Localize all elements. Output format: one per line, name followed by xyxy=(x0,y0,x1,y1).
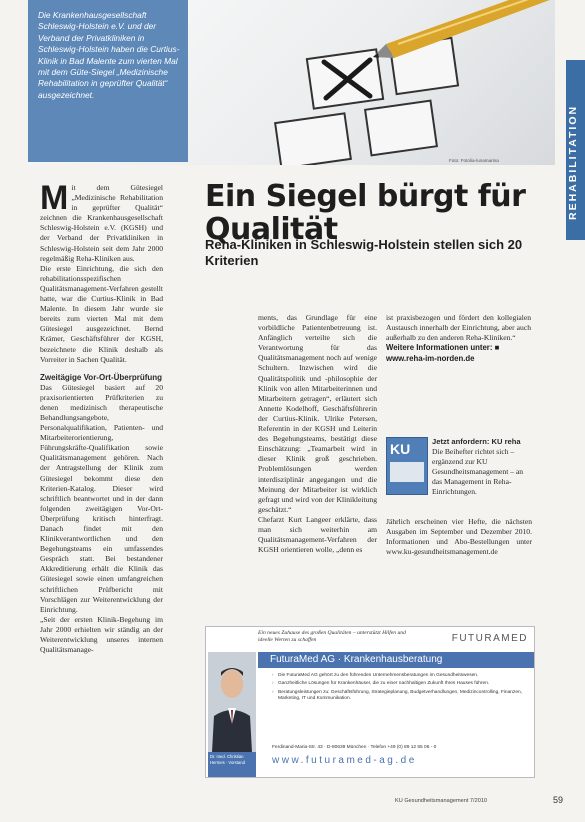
person-icon xyxy=(208,652,256,752)
subheading: Zweitägige Vor-Ort-Überprüfung xyxy=(40,372,163,382)
article-column-3 xyxy=(386,313,531,364)
ad-banner: FuturaMed AG · Krankenhausberatung xyxy=(258,652,534,668)
ku-box-description: Die Beihefter richtet sich – ergänzend zur KU Gesundheitsmanagement – an das Management in Reha-Einrichtungen. xyxy=(432,447,524,497)
section-tab xyxy=(566,60,585,240)
page-number: 59 xyxy=(553,795,564,805)
ad-bullet: › Beratungsleistungen zu: Geschäftsführung, Strategieplanung, Budgetverhandlungen, Medizincontrolling, Finanzen, Marketing, IT und Kommunikation. xyxy=(272,690,530,703)
intro-text: Die Krankenhausgesellschaft Schleswig-Holstein e.V. und der Verband der Privatkliniken in Schleswig-Holstein haben die Curtius-Klinik in Bad Malente zum vierten Mal mit dem Güte-Siegel „Medizinische Rehabilitation in geprüfter Qualität“ ausgezeichnet. xyxy=(38,10,180,100)
paragraph-3: Das Gütesiegel basiert auf 20 praxisorientierten Prüfkriterien zu denen medizinisch therapeutische Behandlungsangebote, Personalqualifikation, Patienten- und Mitarbeiterorientierung, Führungskräfte-Qualifikation sowie Qualitätsmanagement gehören. Nach der Antragstellung der Klinik zum Gütesiegel bekommt diese den Kriterien-Katalog. Dieser wird schriftlich beantwortet und in der dann folgenden zweitägigen Vor-Ort-Überprüfung kritisch hinterfragt. Danach findet mit den Klinikverantwortlichen und den Begehungsteams ein umfassendes Gespräch statt. Bei bestandener Akkreditierung erhält die Klinik das Gütesiegel sowie einen umfangreichen schriftlichen Prüfbericht mit Vorschlägen zur Weiterentwicklung der Einrichtung. xyxy=(40,382,163,614)
ad-bullet-list xyxy=(272,673,530,705)
intro-box xyxy=(28,0,188,162)
subheadline: Reha-Kliniken in Schleswig-Holstein stellen sich 20 Kriterien xyxy=(205,237,523,268)
ku-reha-cover xyxy=(386,437,428,495)
ad-photo-caption: Dr. med. Christian Hermes · Vorstand xyxy=(208,752,256,777)
ad-slogan: Ein neues Zuhause des großen Qualitäten – unterstützt Hilfen und ideelle Werten zu schaffen xyxy=(258,630,406,643)
article-column-1 xyxy=(40,179,163,655)
ku-logo: KU xyxy=(390,441,411,457)
ad-header xyxy=(206,627,534,651)
ad-portrait-photo xyxy=(208,652,256,752)
column-2-text: ments, das Grundlage für eine vorbildliche Patientenbetreuung ist. Anfänglich verteilte sich die Verantwortung für das Qualitätsmanagement noch auf wenige Schultern. Inzwischen wird die Qualitätspolitik und -philosophie der Klinik von allen Mitarbeiterinnen und Mitarbeitern getragen“, erläutert sich Annette Kodelhoff, Geschäftsführerin der Curtius-Klinik. Ulrike Petersen, Referentin in der KGSH und Leiterin des Begehungsteams, bestätigt diese Einschätzung: „Teamarbeit wird in dieser Klinik groß geschrieben. Problemlösungen werden interdisziplinär angegangen und die Meinung der Mitarbeiter ist wirklich gefragt und wird von der Klinikleitung geschätzt.“ xyxy=(258,313,377,514)
ad-url-link[interactable]: www.futuramed-ag.de xyxy=(272,755,417,766)
ku-box-heading: Jetzt anfordern: KU reha xyxy=(432,437,521,446)
more-info-label: Weitere Informationen unter: ■ xyxy=(386,343,500,353)
ad-brand-logo: FUTURAMED xyxy=(451,633,528,644)
lead-text: it dem Gütesiegel „Medizinische Rehabilitation in geprüfter Qualität“ zeichnen die Krankenhausgesellschaft Schleswig-Holstein e.V. (KGSH) und der Verband der Privatkliniken in Schleswig-Holstein seit dem Jahr 2000 regelmäßig Reha-Kliniken aus. xyxy=(40,183,163,263)
article-column-2 xyxy=(258,313,377,555)
column-2-text-2: Chefarzt Kurt Langeer erklärte, dass man sich weiterhin am Qualitätsmanagement-Verfahren der KGSH orientieren wolle, „denn es xyxy=(258,514,377,555)
section-tab-label: REHABILITATION xyxy=(567,104,579,220)
column-3-text: ist praxisbezogen und fördert den kollegialen Austausch innerhalb der Einrichtung, aber auch außerhalb zu den anderen Reha-Kliniken.“ xyxy=(386,313,531,343)
journal-name: KU Gesundheitsmanagement 7/2010 xyxy=(395,798,488,804)
hero-image xyxy=(28,0,555,165)
futuramed-ad[interactable] xyxy=(205,626,535,778)
paragraph-2: Die erste Einrichtung, die sich den rehabilitationsspezifischen Qualitätsmanagement-Verfahren gestellt hatte, war die Curtius-Klinik in Bad Malente. In diesem Jahr wurde sie bereits zum vierten Mal mit dem Gütesiegel ausgezeichnet. Bernd Krämer, Geschäftsführer der KGSH, bezeichnete die Klinik deshalb als Vorreiter in Sachen Qualität. xyxy=(40,263,163,364)
lead-paragraph xyxy=(40,179,163,264)
photo-credit: Foto: Fotolia-lunamarina xyxy=(449,158,499,163)
drop-cap: M xyxy=(40,179,69,217)
cover-strip xyxy=(390,462,424,482)
paragraph-4: „Seit der ersten Klinik-Begehung im Jahr 2000 erhielten wir ständig an der Weiterentwicklung unseres internen Qualitätsmanage- xyxy=(40,614,163,655)
ad-address: Ferdinand-Maria-Str. 43 · D-80639 München · Telefon +49 (0) 89 12 55 06 - 0 xyxy=(272,745,437,750)
more-info-link[interactable]: www.reha-im-norden.de xyxy=(386,353,475,363)
ku-box-text xyxy=(432,437,532,498)
ad-bullet: › Die FuturaMed AG gehört zu den führenden Unternehmensberatungen im Gesundheitswesen. xyxy=(272,673,530,679)
ad-bullet: › Ganzheitliche Lösungen für Krankenhäuser, die zu einer nachhaltigen Zukunft Ihres Hauses führen. xyxy=(272,681,530,687)
headline: Ein Siegel bürgt für Qualität xyxy=(205,179,526,247)
ku-box-info: Jährlich erscheinen vier Hefte, die nächsten Ausgaben im September und Dezember 2010. Informationen und Abo-Bestellungen unter www.ku-gesundheitsmanagement.de xyxy=(386,517,532,557)
